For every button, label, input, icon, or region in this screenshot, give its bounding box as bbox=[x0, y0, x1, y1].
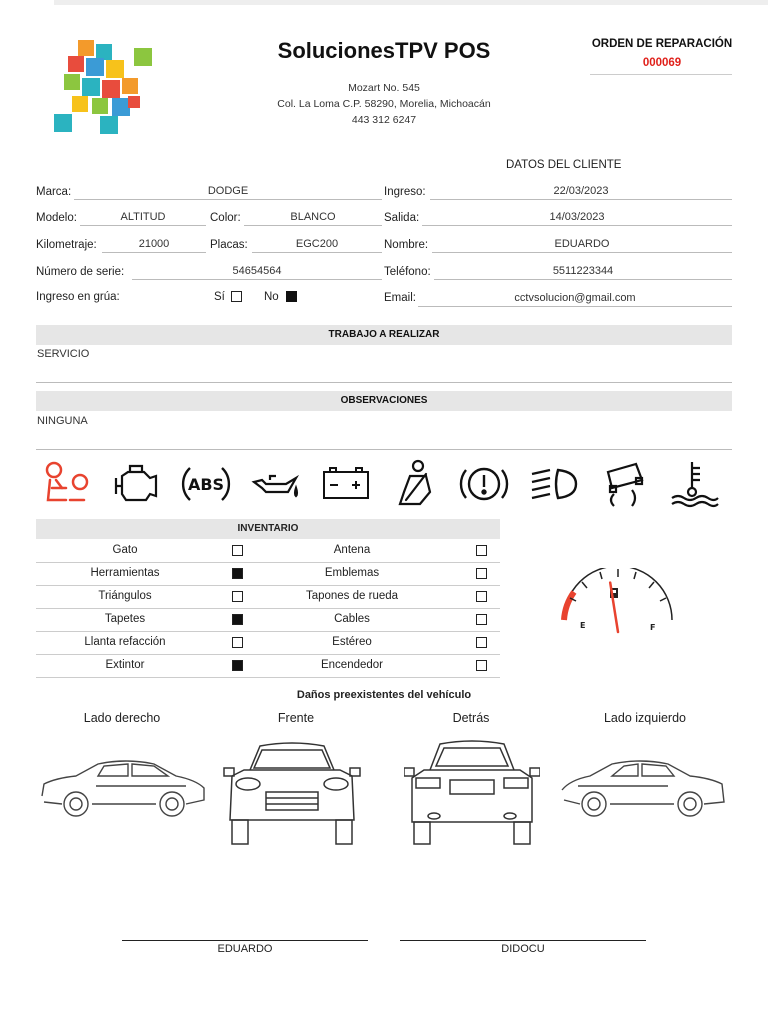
inventory-item-label: Estéreo bbox=[332, 636, 372, 648]
grua-label: Ingreso en grúa: bbox=[36, 291, 120, 303]
inventory-item-label: Extintor bbox=[105, 659, 145, 671]
coolant-icon[interactable] bbox=[668, 458, 720, 510]
address-line-1: Mozart No. 545 bbox=[348, 82, 420, 94]
inventory-item-label: Triángulos bbox=[98, 590, 152, 602]
inventory-item-checkbox[interactable] bbox=[476, 637, 487, 648]
airbag-icon[interactable] bbox=[40, 458, 92, 510]
address-line-2: Col. La Loma C.P. 58290, Morelia, Michoacán bbox=[277, 98, 491, 110]
km-label: Kilometraje: bbox=[36, 239, 97, 251]
inventory-item-label: Gato bbox=[112, 544, 138, 556]
order-divider bbox=[590, 74, 732, 75]
inventory-item-label: Tapetes bbox=[104, 613, 146, 625]
view-left-label: Lado izquierdo bbox=[603, 711, 686, 725]
modelo-field[interactable]: ALTITUD bbox=[80, 210, 206, 226]
inventory-item-label: Cables bbox=[334, 613, 370, 625]
inventario-header: INVENTARIO bbox=[36, 519, 500, 539]
inventory-item-checkbox[interactable] bbox=[232, 545, 243, 556]
oil-icon[interactable] bbox=[250, 458, 302, 510]
seatbelt-icon[interactable] bbox=[390, 458, 442, 510]
telefono-field[interactable]: 5511223344 bbox=[434, 264, 732, 280]
car-left-side[interactable] bbox=[558, 752, 730, 822]
inventory-item-label: Tapones de rueda bbox=[305, 590, 399, 602]
ingreso-field[interactable]: 22/03/2023 bbox=[430, 184, 732, 200]
trabajo-text[interactable]: SERVICIO bbox=[37, 348, 90, 360]
fuel-gauge bbox=[556, 568, 680, 648]
ingreso-label: Ingreso: bbox=[384, 186, 426, 198]
grua-no-label: No bbox=[264, 291, 279, 303]
order-title: ORDEN DE REPARACIÓN bbox=[591, 38, 733, 50]
grua-si-label: Sí bbox=[214, 291, 225, 303]
inventory-item-checkbox[interactable] bbox=[232, 614, 243, 625]
battery-icon[interactable] bbox=[320, 458, 372, 510]
telefono-label: Teléfono: bbox=[384, 266, 431, 278]
view-front-label: Frente bbox=[277, 711, 315, 725]
company-phone: 443 312 6247 bbox=[351, 114, 417, 126]
engine-icon[interactable] bbox=[110, 458, 162, 510]
order-number: 000069 bbox=[642, 57, 682, 69]
fuel-empty-label: E bbox=[580, 621, 586, 630]
fuel-full-label: F bbox=[650, 623, 656, 632]
receiver-signature-line[interactable] bbox=[400, 940, 646, 941]
inventory-item-checkbox[interactable] bbox=[232, 568, 243, 579]
trabajo-header: TRABAJO A REALIZAR bbox=[36, 325, 732, 345]
nombre-label: Nombre: bbox=[384, 239, 429, 251]
inventory-item-label: Encendedor bbox=[320, 659, 384, 671]
observaciones-divider bbox=[36, 449, 732, 450]
grua-si-checkbox[interactable] bbox=[231, 291, 242, 302]
inventory-item-checkbox[interactable] bbox=[232, 660, 243, 671]
receiver-signature-name: DIDOCU bbox=[501, 943, 545, 955]
inventory-row bbox=[36, 586, 500, 609]
modelo-label: Modelo: bbox=[36, 212, 77, 224]
inventory-row bbox=[36, 632, 500, 655]
serie-label: Número de serie: bbox=[36, 266, 125, 278]
client-signature-name: EDUARDO bbox=[217, 943, 273, 955]
company-name: SolucionesTPV POS bbox=[277, 38, 491, 63]
email-field[interactable]: cctvsolucion@gmail.com bbox=[418, 291, 732, 307]
color-field[interactable]: BLANCO bbox=[244, 210, 382, 226]
svg-text:ABS: ABS bbox=[187, 475, 225, 494]
placas-field[interactable]: EGC200 bbox=[252, 237, 382, 253]
salida-label: Salida: bbox=[384, 212, 420, 224]
abs-icon[interactable] bbox=[180, 458, 232, 510]
placas-label: Placas: bbox=[210, 239, 248, 251]
inventory-item-label: Herramientas bbox=[90, 567, 160, 579]
inventory-item-checkbox[interactable] bbox=[232, 591, 243, 602]
marca-field[interactable]: DODGE bbox=[74, 184, 382, 200]
inventory-item-label: Emblemas bbox=[324, 567, 380, 579]
inventory-row bbox=[36, 563, 500, 586]
inventory-row bbox=[36, 609, 500, 632]
email-label: Email: bbox=[384, 292, 416, 304]
inventory-item-checkbox[interactable] bbox=[476, 591, 487, 602]
top-bar bbox=[54, 0, 768, 5]
km-field[interactable]: 21000 bbox=[102, 237, 206, 253]
company-address bbox=[230, 80, 538, 128]
traction-icon[interactable] bbox=[598, 458, 650, 510]
inventory-item-label: Llanta refacción bbox=[84, 636, 166, 648]
salida-field[interactable]: 14/03/2023 bbox=[422, 210, 732, 226]
color-label: Color: bbox=[210, 212, 241, 224]
trabajo-divider bbox=[36, 382, 732, 383]
nombre-field[interactable]: EDUARDO bbox=[432, 237, 732, 253]
observaciones-text[interactable]: NINGUNA bbox=[37, 415, 88, 427]
client-signature-line[interactable] bbox=[122, 940, 368, 941]
inventory-item-checkbox[interactable] bbox=[476, 660, 487, 671]
observaciones-header: OBSERVACIONES bbox=[36, 391, 732, 411]
client-section-title: DATOS DEL CLIENTE bbox=[506, 159, 622, 171]
inventory-item-checkbox[interactable] bbox=[476, 545, 487, 556]
headlight-icon[interactable] bbox=[528, 458, 580, 510]
car-right-side[interactable] bbox=[36, 752, 208, 822]
marca-label: Marca: bbox=[36, 186, 72, 198]
view-right-label: Lado derecho bbox=[83, 711, 161, 725]
view-rear-label: Detrás bbox=[452, 711, 490, 725]
car-front[interactable] bbox=[222, 736, 362, 848]
damage-title: Daños preexistentes del vehículo bbox=[296, 689, 472, 701]
company-logo-icon bbox=[48, 38, 158, 138]
brake-icon[interactable] bbox=[458, 458, 510, 510]
car-rear[interactable] bbox=[404, 736, 540, 848]
grua-no-checkbox[interactable] bbox=[286, 291, 297, 302]
inventory-item-checkbox[interactable] bbox=[476, 568, 487, 579]
inventory-item-label: Antena bbox=[333, 544, 371, 556]
inventory-row bbox=[36, 540, 500, 563]
inventory-item-checkbox[interactable] bbox=[476, 614, 487, 625]
inventory-row bbox=[36, 655, 500, 678]
serie-field[interactable]: 54654564 bbox=[132, 264, 382, 280]
inventory-item-checkbox[interactable] bbox=[232, 637, 243, 648]
